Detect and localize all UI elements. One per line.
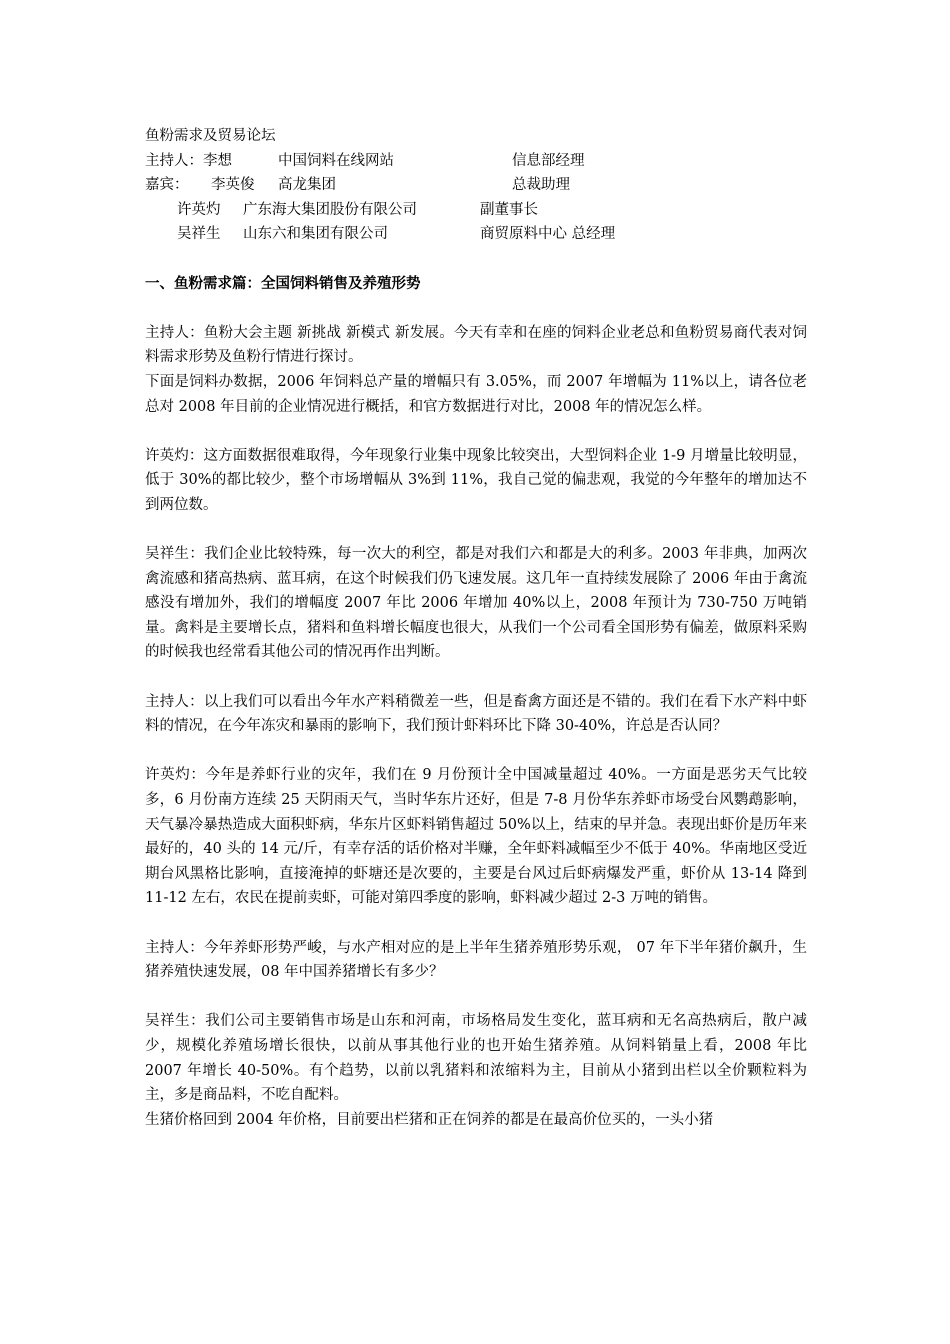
paragraph: 主持人：以上我们可以看出今年水产料稍微差一些，但是畜禽方面还是不错的。我们在看下水产料中虾料的情况，在今年冻灾和暴雨的影响下，我们预计虾料环比下降 30-40%，许总是否认同？ bbox=[145, 693, 807, 735]
guest-row bbox=[145, 222, 807, 247]
guest-title: 副董事长 bbox=[480, 201, 538, 218]
guest-org: 山东六和集团有限公司 bbox=[243, 226, 388, 243]
host-org: 中国饲料在线网站 bbox=[278, 152, 394, 169]
paragraph: 主持人：今年养虾形势严峻，与水产相对应的是上半年生猪养殖形势乐观， 07 年下半年猪价飙升，生猪养殖快速发展，08 年中国养猪增长有多少？ bbox=[145, 939, 807, 981]
guest-name: 吴祥生 bbox=[177, 226, 221, 243]
paragraph: 许英灼：这方面数据很难取得，今年现象行业集中现象比较突出，大型饲料企业 1-9 月增量比较明显，低于 30%的都比较少，整个市场增幅从 3%到 11%，我自己觉的偏悲观，我觉的今年整年的增加达不到两位数。 bbox=[145, 447, 807, 513]
guest-org: 高龙集团 bbox=[278, 177, 336, 194]
host-name: 李想 bbox=[203, 152, 232, 169]
document-page bbox=[145, 124, 807, 1132]
host-title: 信息部经理 bbox=[512, 152, 585, 169]
paragraph: 主持人：鱼粉大会主题 新挑战 新模式 新发展。今天有幸和在座的饲料企业老总和鱼粉贸易商代表对饲料需求形势及鱼粉行情进行探讨。 bbox=[145, 324, 807, 366]
paragraph: 吴祥生：我们公司主要销售市场是山东和河南，市场格局发生变化，蓝耳病和无名高热病后，散户减少，规模化养殖场增长很快，以前从事其他行业的也开始生猪养殖。从饲料销量上看，2008 年比 2007 年增长 40-50%。有个趋势，以前以乳猪料和浓缩料为主，目前从小猪到出栏以全价颗粒料为主，多是商品料，不吃自配料。 bbox=[145, 1013, 807, 1104]
guest-row bbox=[145, 198, 807, 223]
paragraph: 生猪价格回到 2004 年价格，目前要出栏猪和正在饲养的都是在最高价位买的，一头小猪 bbox=[145, 1111, 714, 1128]
guest-name: 李英俊 bbox=[211, 177, 255, 194]
host-row bbox=[145, 149, 807, 174]
host-label: 主持人： bbox=[145, 152, 203, 169]
forum-title: 鱼粉需求及贸易论坛 bbox=[145, 128, 276, 144]
paragraph: 吴祥生：我们企业比较特殊，每一次大的利空，都是对我们六和都是大的利多。2003 年非典，加两次禽流感和猪高热病、蓝耳病，在这个时候我们仍飞速发展。这几年一直持续发展除了 2006 年由于禽流感没有增加外，我们的增幅度 2007 年比 2006 年增加 40%以上，2008 年预计为 730-750 万吨销量。禽料是主要增长点，猪料和鱼料增长幅度也很大，从我们一个公司看全国形势有偏差，做原料采购的时候我也经常看其他公司的情况再作出判断。 bbox=[145, 546, 807, 661]
guest-title: 商贸原料中心 总经理 bbox=[480, 226, 616, 243]
paragraph: 下面是饲料办数据，2006 年饲料总产量的增幅只有 3.05%，而 2007 年增幅为 11%以上，请各位老总对 2008 年目前的企业情况进行概括，和官方数据进行对比，2008 年的情况怎么样。 bbox=[145, 373, 807, 415]
guest-title: 总裁助理 bbox=[512, 177, 570, 194]
guest-org: 广东海大集团股份有限公司 bbox=[243, 201, 417, 218]
guest-name: 许英灼 bbox=[177, 201, 221, 218]
paragraph: 许英灼：今年是养虾行业的灾年，我们在 9 月份预计全中国减量超过 40%。一方面是恶劣天气比较多，6 月份南方连续 25 天阴雨天气，当时华东片还好，但是 7-8 月份华东养虾市场受台风鹦鹉影响，天气暴冷暴热造成大面积虾病，华东片区虾料销售超过 50%以上，结束的早并急。表现出虾价是历年来最好的，40 头的 14 元/斤，有幸存活的话价格对半赚，全年虾料减幅至少不低于 40%。华南地区受近期台风黑格比影响，直接淹掉的虾塘还是次要的，主要是台风过后虾病爆发严重，虾价从 13-14 降到 11-12 左右，农民在提前卖虾，可能对第四季度的影响，虾料减少超过 2-3 万吨的销售。 bbox=[145, 767, 807, 907]
section-heading: 一、鱼粉需求篇：全国饲料销售及养殖形势 bbox=[145, 274, 421, 292]
guests-label: 嘉宾： bbox=[145, 177, 189, 194]
guest-row bbox=[145, 173, 807, 198]
